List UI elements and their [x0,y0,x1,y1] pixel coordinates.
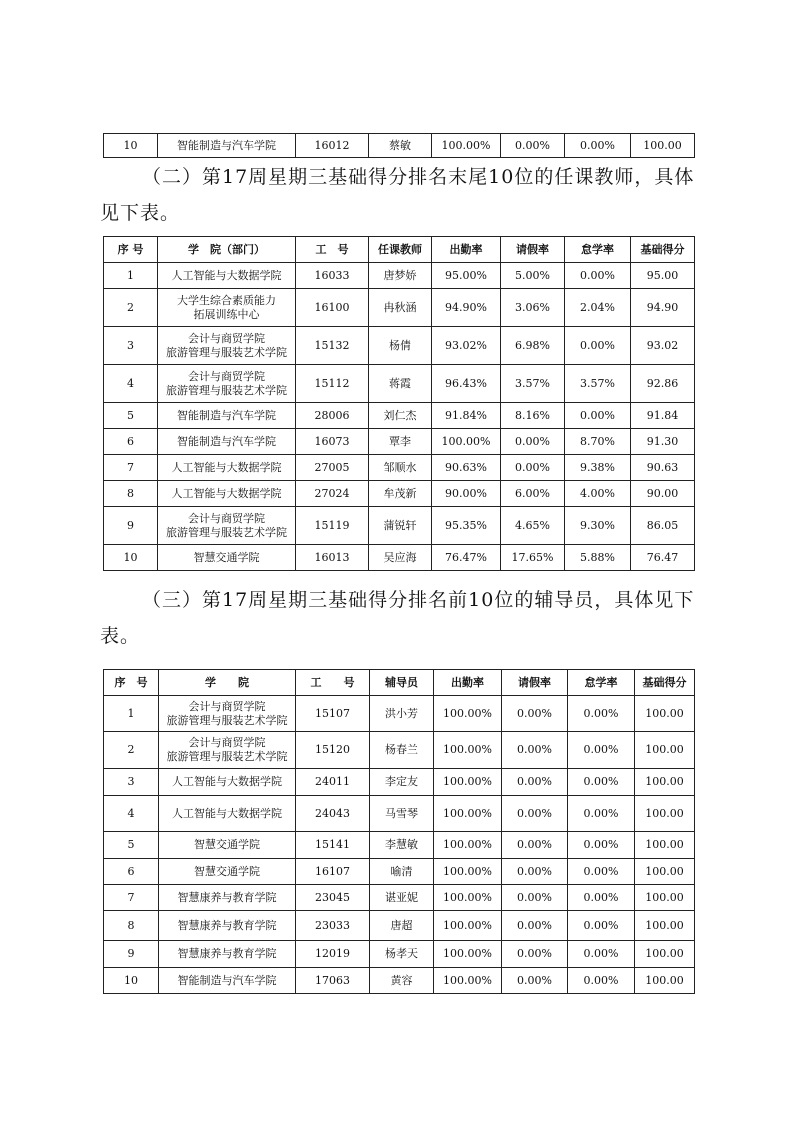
column-header-base-score: 基础得分 [635,670,695,696]
leave-rate-cell: 0.00% [501,455,565,481]
base-score-cell: 93.02 [631,327,695,365]
leave-rate-cell: 0.00% [502,732,568,769]
name-cell: 覃李 [369,429,432,455]
leave-rate-cell: 0.00% [502,832,568,859]
staff-id-cell: 16100 [296,289,369,327]
index-cell: 9 [104,507,158,545]
absence-rate-cell: 0.00% [565,134,631,158]
table-row [104,455,695,481]
college-cell: 智慧康养与教育学院 [159,941,296,968]
college-cell: 智能制造与汽车学院 [158,134,296,158]
college-cell: 智慧交通学院 [159,832,296,859]
staff-id-cell: 27024 [296,481,369,507]
name-cell: 李慧敏 [370,832,434,859]
staff-id-cell: 15132 [296,327,369,365]
column-header-base-score: 基础得分 [631,237,695,263]
leave-rate-cell: 6.00% [501,481,565,507]
index-cell: 9 [104,941,159,968]
index-cell: 2 [104,289,158,327]
absence-rate-cell: 0.00% [565,403,631,429]
name-cell: 黄容 [370,968,434,994]
table-row [104,941,695,968]
staff-id-cell: 15107 [296,696,370,732]
college-cell: 智能制造与汽车学院 [158,403,296,429]
staff-id-cell: 15141 [296,832,370,859]
column-header-name: 任课教师 [369,237,432,263]
name-cell: 蒋霞 [369,365,432,403]
index-cell: 5 [104,832,159,859]
college-cell: 会计与商贸学院 旅游管理与服装艺术学院 [159,696,296,732]
attendance-rate-cell: 100.00% [434,859,502,885]
college-cell: 会计与商贸学院 旅游管理与服装艺术学院 [158,365,296,403]
college-cell: 智能制造与汽车学院 [158,429,296,455]
table-body [104,134,695,158]
table-row [104,327,695,365]
index-cell: 7 [104,885,159,911]
college-cell: 人工智能与大数据学院 [158,455,296,481]
leave-rate-cell: 0.00% [502,968,568,994]
attendance-rate-cell: 100.00% [434,885,502,911]
staff-id-cell: 23045 [296,885,370,911]
name-cell: 马雪琴 [370,796,434,832]
attendance-rate-cell: 100.00% [434,732,502,769]
table-row [104,696,695,732]
column-header-staff-id: 工 号 [296,670,370,696]
name-cell: 李定友 [370,769,434,796]
absence-rate-cell: 0.00% [565,263,631,289]
table-row [104,481,695,507]
base-score-cell: 100.00 [635,885,695,911]
attendance-rate-cell: 100.00% [434,968,502,994]
section-2-heading [100,159,700,231]
base-score-cell: 100.00 [635,796,695,832]
column-header-absence-rate: 怠学率 [565,237,631,263]
attendance-rate-cell: 90.63% [432,455,501,481]
leave-rate-cell: 0.00% [502,796,568,832]
staff-id-cell: 28006 [296,403,369,429]
teacher-bottom-table [103,236,695,571]
leave-rate-cell: 6.98% [501,327,565,365]
leave-rate-cell: 4.65% [501,507,565,545]
table-header-row [104,237,695,263]
attendance-rate-cell: 94.90% [432,289,501,327]
absence-rate-cell: 0.00% [568,769,635,796]
index-cell: 8 [104,911,159,941]
base-score-cell: 92.86 [631,365,695,403]
college-cell: 大学生综合素质能力 拓展训练中心 [158,289,296,327]
base-score-cell: 91.30 [631,429,695,455]
table-row [104,832,695,859]
base-score-cell: 100.00 [635,769,695,796]
index-cell: 8 [104,481,158,507]
absence-rate-cell: 0.00% [568,796,635,832]
name-cell: 唐梦娇 [369,263,432,289]
name-cell: 蔡敏 [369,134,432,158]
name-cell: 冉秋涵 [369,289,432,327]
index-cell: 10 [104,968,159,994]
absence-rate-cell: 9.38% [565,455,631,481]
attendance-rate-cell: 100.00% [434,696,502,732]
table-row [104,885,695,911]
attendance-rate-cell: 93.02% [432,327,501,365]
absence-rate-cell: 0.00% [568,696,635,732]
leave-rate-cell: 5.00% [501,263,565,289]
attendance-rate-cell: 100.00% [432,134,501,158]
college-cell: 会计与商贸学院 旅游管理与服装艺术学院 [158,327,296,365]
attendance-rate-cell: 76.47% [432,545,501,571]
leave-rate-cell: 0.00% [502,696,568,732]
table-row [104,769,695,796]
table-body [104,696,695,994]
base-score-cell: 100.00 [635,859,695,885]
column-header-index: 序 号 [104,670,159,696]
column-header-index: 序 号 [104,237,158,263]
table-body [104,263,695,571]
base-score-cell: 100.00 [635,732,695,769]
staff-id-cell: 24043 [296,796,370,832]
staff-id-cell: 15112 [296,365,369,403]
staff-id-cell: 16107 [296,859,370,885]
absence-rate-cell: 9.30% [565,507,631,545]
base-score-cell: 100.00 [635,696,695,732]
table-row [104,134,695,158]
base-score-cell: 100.00 [635,911,695,941]
name-cell: 洪小芳 [370,696,434,732]
college-cell: 智慧康养与教育学院 [159,885,296,911]
index-cell: 1 [104,696,159,732]
table-row [104,911,695,941]
table-row [104,403,695,429]
attendance-rate-cell: 100.00% [434,911,502,941]
table-row [104,289,695,327]
index-cell: 10 [104,134,158,158]
column-header-attendance-rate: 出勤率 [432,237,501,263]
attendance-rate-cell: 95.00% [432,263,501,289]
college-cell: 人工智能与大数据学院 [158,263,296,289]
name-cell: 杨倩 [369,327,432,365]
leave-rate-cell: 3.06% [501,289,565,327]
column-header-college: 学 院（部门） [158,237,296,263]
base-score-cell: 90.00 [631,481,695,507]
staff-id-cell: 23033 [296,911,370,941]
name-cell: 杨孝天 [370,941,434,968]
absence-rate-cell: 2.04% [565,289,631,327]
index-cell: 1 [104,263,158,289]
staff-id-cell: 27005 [296,455,369,481]
base-score-cell: 91.84 [631,403,695,429]
staff-id-cell: 15120 [296,732,370,769]
absence-rate-cell: 0.00% [568,941,635,968]
staff-id-cell: 15119 [296,507,369,545]
name-cell: 杨春兰 [370,732,434,769]
absence-rate-cell: 0.00% [568,885,635,911]
staff-id-cell: 16033 [296,263,369,289]
absence-rate-cell: 4.00% [565,481,631,507]
index-cell: 2 [104,732,159,769]
base-score-cell: 95.00 [631,263,695,289]
absence-rate-cell: 0.00% [565,327,631,365]
absence-rate-cell: 0.00% [568,968,635,994]
absence-rate-cell: 3.57% [565,365,631,403]
college-cell: 人工智能与大数据学院 [158,481,296,507]
index-cell: 10 [104,545,158,571]
index-cell: 6 [104,859,159,885]
column-header-name: 辅导员 [370,670,434,696]
leave-rate-cell: 0.00% [501,134,565,158]
table-header-row [104,670,695,696]
attendance-rate-cell: 100.00% [434,832,502,859]
attendance-rate-cell: 100.00% [434,941,502,968]
column-header-leave-rate: 请假率 [502,670,568,696]
attendance-rate-cell: 100.00% [434,769,502,796]
absence-rate-cell: 0.00% [568,859,635,885]
attendance-rate-cell: 96.43% [432,365,501,403]
table-row [104,796,695,832]
column-header-absence-rate: 怠学率 [568,670,635,696]
base-score-cell: 86.05 [631,507,695,545]
college-cell: 智慧康养与教育学院 [159,911,296,941]
table-row [104,859,695,885]
base-score-cell: 100.00 [635,832,695,859]
name-cell: 蒲锐轩 [369,507,432,545]
leave-rate-cell: 0.00% [502,941,568,968]
counselor-top-table [103,669,695,994]
index-cell: 3 [104,327,158,365]
section-3-heading-text: （三）第17周星期三基础得分排名前10位的辅导员，具体见下表。 [100,589,695,647]
name-cell: 唐超 [370,911,434,941]
index-cell: 6 [104,429,158,455]
leave-rate-cell: 0.00% [502,859,568,885]
table-row [104,263,695,289]
table-row [104,732,695,769]
absence-rate-cell: 8.70% [565,429,631,455]
column-header-staff-id: 工 号 [296,237,369,263]
college-cell: 人工智能与大数据学院 [159,796,296,832]
index-cell: 5 [104,403,158,429]
column-header-leave-rate: 请假率 [501,237,565,263]
table-row [104,365,695,403]
section-2-heading-text: （二）第17周星期三基础得分排名末尾10位的任课教师，具体见下表。 [100,166,695,224]
leave-rate-cell: 3.57% [501,365,565,403]
attendance-rate-cell: 95.35% [432,507,501,545]
name-cell: 牟茂新 [369,481,432,507]
staff-id-cell: 16012 [296,134,369,158]
index-cell: 4 [104,796,159,832]
leave-rate-cell: 0.00% [501,429,565,455]
base-score-cell: 100.00 [635,968,695,994]
table-row [104,545,695,571]
table-row [104,968,695,994]
index-cell: 4 [104,365,158,403]
leave-rate-cell: 0.00% [502,769,568,796]
college-cell: 人工智能与大数据学院 [159,769,296,796]
attendance-rate-cell: 90.00% [432,481,501,507]
leave-rate-cell: 0.00% [502,885,568,911]
column-header-college: 学 院 [159,670,296,696]
leave-rate-cell: 8.16% [501,403,565,429]
attendance-rate-cell: 100.00% [434,796,502,832]
base-score-cell: 94.90 [631,289,695,327]
staff-id-cell: 16013 [296,545,369,571]
name-cell: 喻清 [370,859,434,885]
attendance-rate-cell: 91.84% [432,403,501,429]
college-cell: 会计与商贸学院 旅游管理与服装艺术学院 [159,732,296,769]
absence-rate-cell: 0.00% [568,911,635,941]
index-cell: 3 [104,769,159,796]
staff-id-cell: 16073 [296,429,369,455]
name-cell: 邹顺水 [369,455,432,481]
base-score-cell: 100.00 [635,941,695,968]
name-cell: 刘仁杰 [369,403,432,429]
table-row [104,429,695,455]
absence-rate-cell: 5.88% [565,545,631,571]
staff-id-cell: 17063 [296,968,370,994]
college-cell: 智能制造与汽车学院 [159,968,296,994]
name-cell: 吴应海 [369,545,432,571]
leave-rate-cell: 0.00% [502,911,568,941]
absence-rate-cell: 0.00% [568,832,635,859]
college-cell: 智慧交通学院 [158,545,296,571]
section-3-heading [100,582,700,654]
staff-id-cell: 24011 [296,769,370,796]
column-header-attendance-rate: 出勤率 [434,670,502,696]
staff-id-cell: 12019 [296,941,370,968]
base-score-cell: 90.63 [631,455,695,481]
teacher-top-table-continued [103,133,695,158]
base-score-cell: 100.00 [631,134,695,158]
attendance-rate-cell: 100.00% [432,429,501,455]
table-row [104,507,695,545]
base-score-cell: 76.47 [631,545,695,571]
college-cell: 会计与商贸学院 旅游管理与服装艺术学院 [158,507,296,545]
college-cell: 智慧交通学院 [159,859,296,885]
index-cell: 7 [104,455,158,481]
absence-rate-cell: 0.00% [568,732,635,769]
name-cell: 谌亚妮 [370,885,434,911]
leave-rate-cell: 17.65% [501,545,565,571]
